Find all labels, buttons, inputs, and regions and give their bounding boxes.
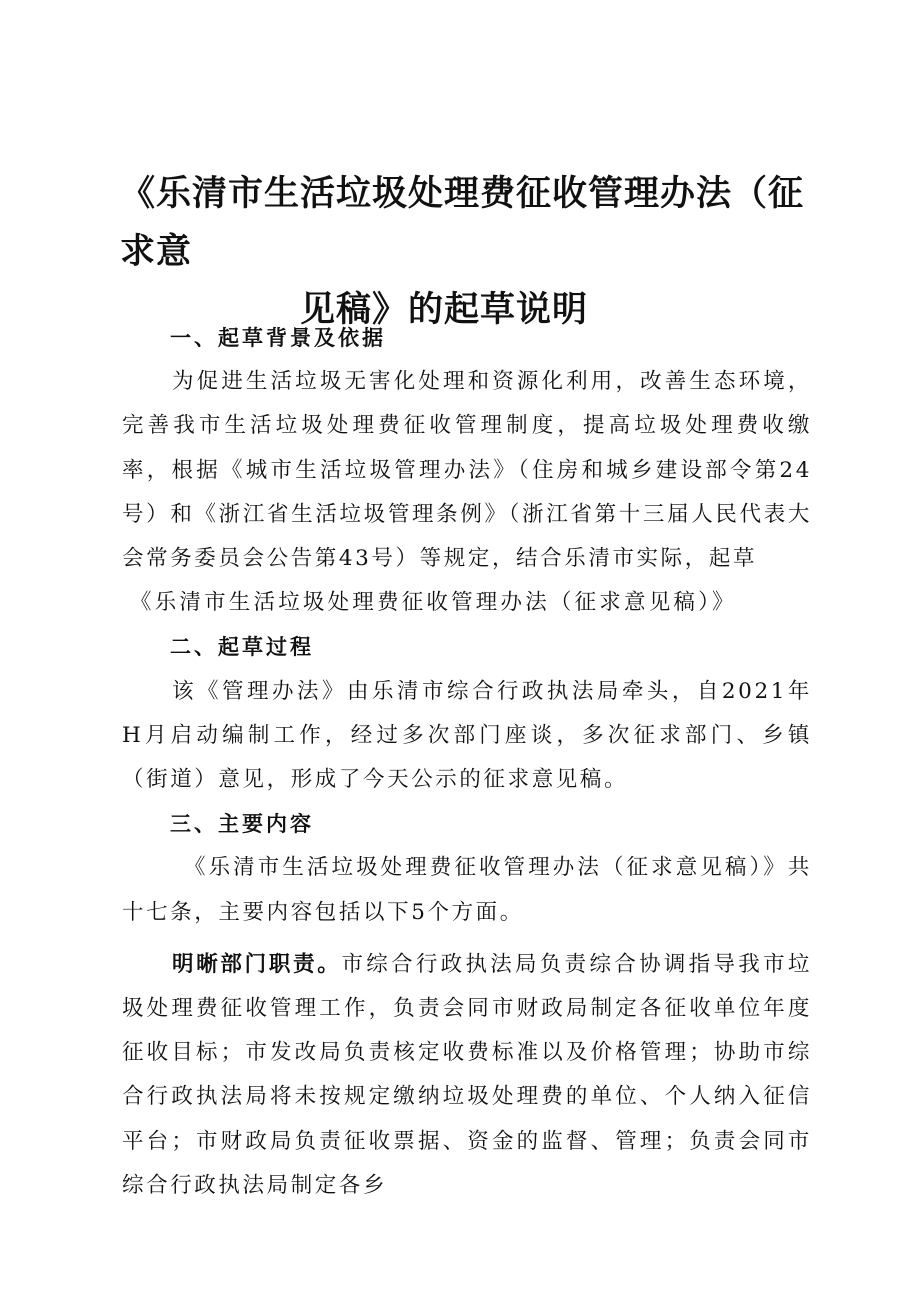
document-title xyxy=(120,165,820,339)
title-line-1: 《乐清市生活垃圾处理费征收管理办法（征求意 xyxy=(120,174,805,272)
section-heading-contents: 三、主要内容 xyxy=(170,812,314,837)
paragraph-background: 为促进生活垃圾无害化处理和资源化利用，改善生态环境，完善我市生活垃圾处理费征收管理制度，提高垃圾处理费收缴率，根据《城市生活垃圾管理办法》（住房和城乡建设部令第24号）和《浙江省生活垃圾管理条例》（浙江省第十三届人民代表大会常务委员会公告第43号）等规定，结合乐清市实际，起草 xyxy=(122,369,812,572)
paragraph-process: 该《管理办法》由乐清市综合行政执法局牵头，自2021年H月启动编制工作，经过多次部门座谈，多次征求部门、乡镇（街道）意见，形成了今天公示的征求意见稿。 xyxy=(122,678,812,793)
paragraph-responsibilities xyxy=(122,943,812,1208)
section-heading-background: 一、起草背景及依据 xyxy=(170,326,386,350)
title-line-2: 见稿》的起草说明 xyxy=(300,290,589,330)
paragraph-background-title-ref: 《乐清市生活垃圾处理费征收管理办法（征求意见稿）》 xyxy=(130,590,737,616)
paragraph-contents-summary: 《乐清市生活垃圾处理费征收管理办法（征求意见稿）》共十七条，主要内容包括以下5个方面。 xyxy=(122,855,812,925)
section-heading-process: 二、起草过程 xyxy=(170,635,314,660)
responsibilities-lead: 明晰部门职责。 xyxy=(172,951,342,977)
responsibilities-text: 市综合行政执法局负责综合协调指导我市垃圾处理费征收管理工作，负责会同市财政局制定各征收单位年度征收目标；市发改局负责核定收费标准以及价格管理；协助市综合行政执法局将未按规定缴纳垃圾处理费的单位、个人纳入征信平台；市财政局负责征收票据、资金的监督、管理；负责会同市综合行政执法局制定各乡 xyxy=(122,951,812,1198)
document-body xyxy=(122,316,812,1208)
